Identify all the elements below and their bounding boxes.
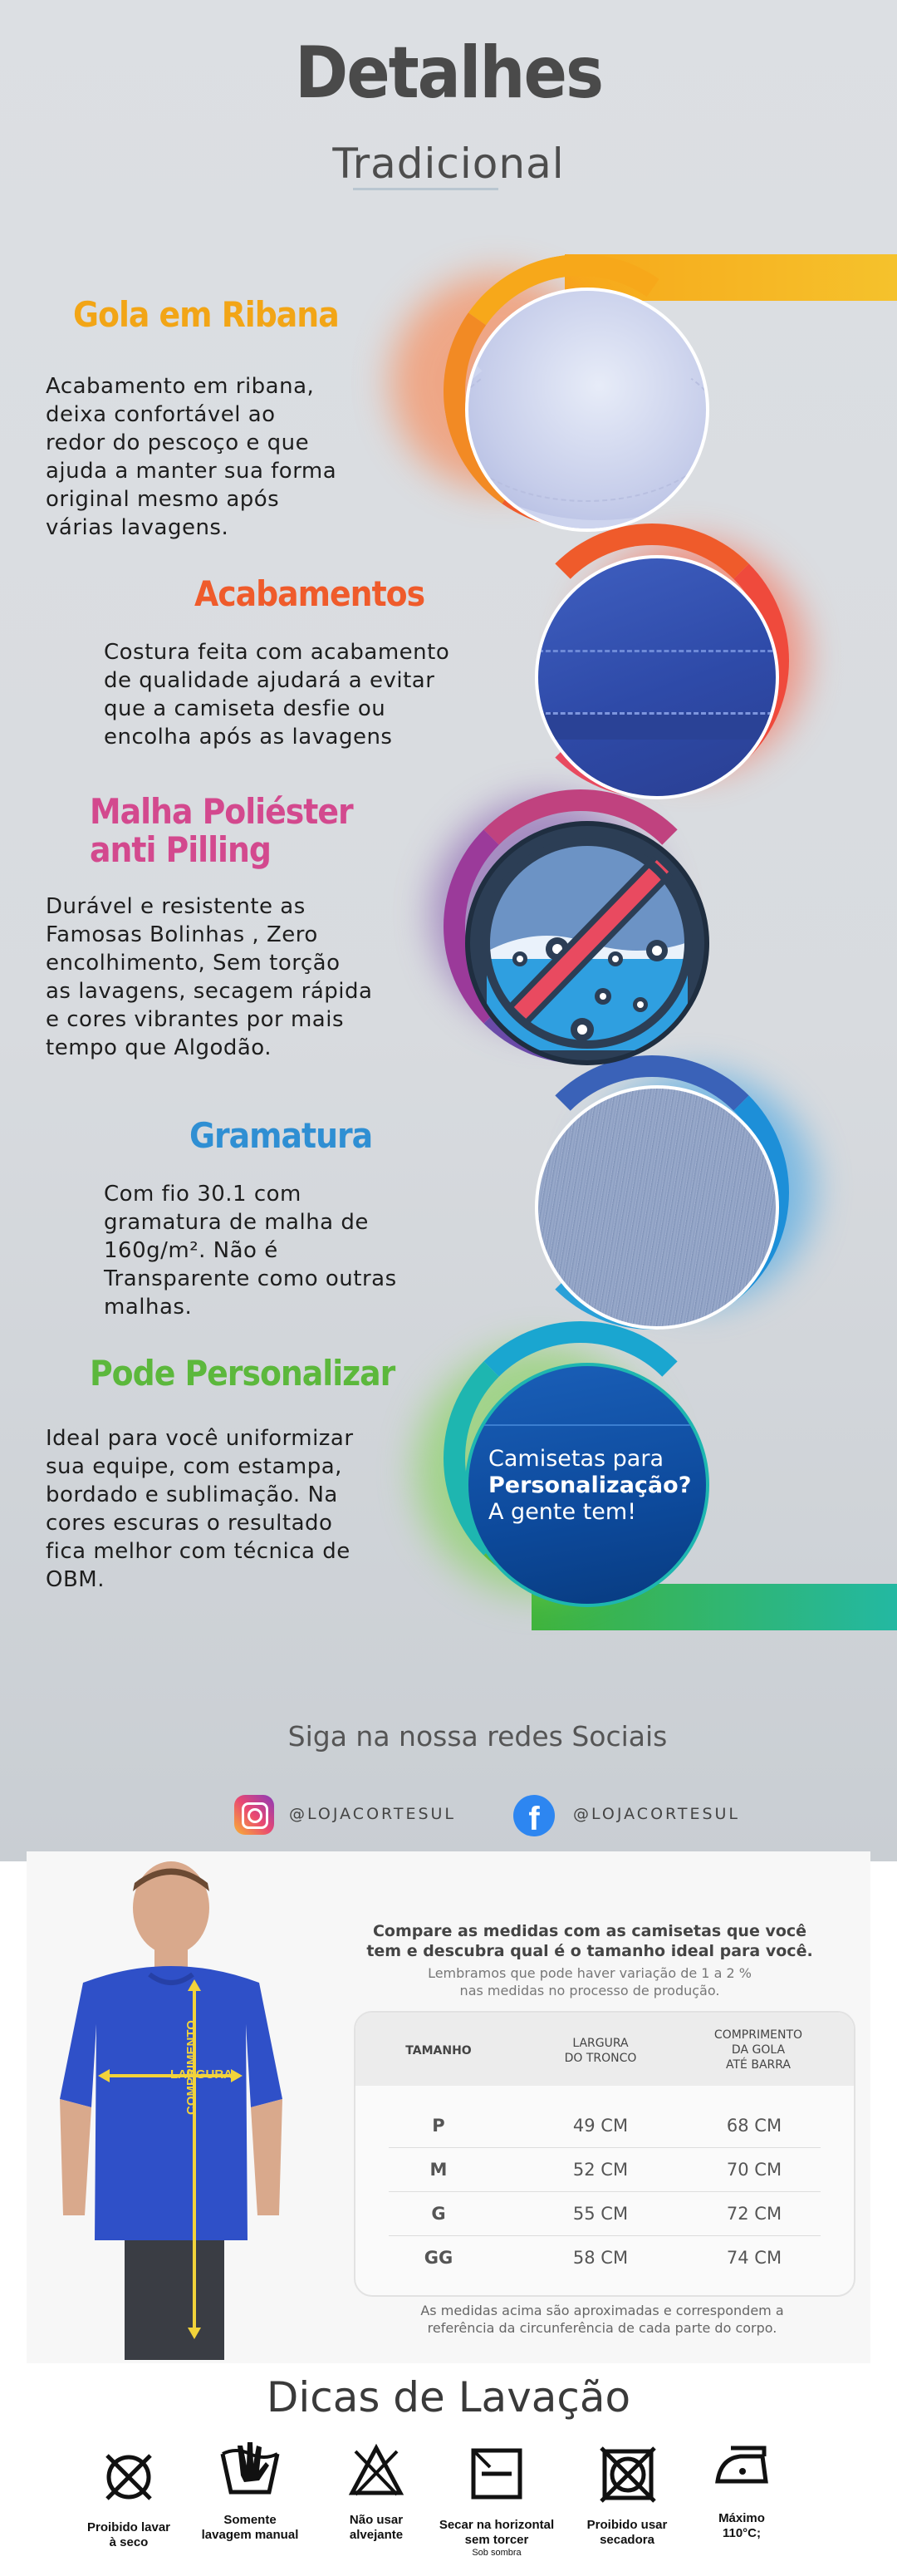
size-footer-note: As medidas acima são aproximadas e correspondem a referência da circunferência de cada parte do corpo. xyxy=(420,2303,784,2336)
washing-title: Dicas de Lavação xyxy=(266,2373,631,2421)
collar-photo xyxy=(465,288,709,532)
facebook-handle[interactable]: @LOJACORTESUL xyxy=(573,1805,741,1823)
section-title-personalize: Pode Personalizar xyxy=(90,1353,395,1394)
table-row: P 49 CM 68 CM xyxy=(389,2104,821,2148)
no-bleach-icon xyxy=(347,2443,405,2500)
table-row: M 52 CM 70 CM xyxy=(389,2148,821,2192)
fabric-photo xyxy=(535,1085,779,1330)
wash-label-4: Secar na horizontal sem torcer Sob sombra xyxy=(439,2518,555,2558)
section-text-anti-pilling: Durável e resistente as Famosas Bolinhas , Zero encolhimento, Sem torção as lavagens, secagem rápida e cores vibrantes por mais tempo que Algodão. xyxy=(46,894,373,1060)
width-label: LARGURA xyxy=(170,2067,233,2082)
anti-pilling-icon xyxy=(465,821,709,1065)
promo-line-3: A gente tem! xyxy=(488,1499,637,1525)
instagram-handle[interactable]: @LOJACORTESUL xyxy=(289,1805,457,1823)
length-header: COMPRIMENTO DA GOLA ATÉ BARRA xyxy=(713,2028,803,2072)
section-text-gramatura: Com fio 30.1 com gramatura de malha de 160g/m². Não é Transparente como outras malhas. xyxy=(104,1182,397,1320)
page-subtitle: Tradicional xyxy=(332,140,565,188)
section-title-anti-pilling: Malha Poliéster anti Pilling xyxy=(90,791,353,870)
seam-photo xyxy=(535,555,779,799)
no-tumble-dry-icon xyxy=(598,2445,658,2505)
promo-circle xyxy=(465,1363,709,1607)
wash-label-6: Máximo 110°C; xyxy=(718,2511,765,2540)
size-intro: Compare as medidas com as camisetas que você tem e descubra qual é o tamanho ideal para você. xyxy=(366,1922,813,1960)
size-table-card xyxy=(354,2011,855,2297)
section-title-finishing: Acabamentos xyxy=(194,573,425,614)
table-row: GG 58 CM 74 CM xyxy=(424,2248,782,2268)
wash-label-5: Proibido usar secadora xyxy=(586,2518,668,2547)
section-text-personalize: Ideal para você uniformizar sua equipe, com estampa, bordado e sublimação. Na cores escuras o resultado fica melhor com técnica de OBM. xyxy=(46,1426,354,1592)
social-heading: Siga na nossa redes Sociais xyxy=(287,1720,668,1753)
size-rows xyxy=(389,2104,821,2279)
wash-label-1: Proibido lavar à seco xyxy=(86,2520,171,2549)
section-text-finishing: Costura feita com acabamento de qualidade ajudará a evitar que a camiseta desfie ou encolha após as lavagens xyxy=(104,640,450,750)
section-title-collar: Gola em Ribana xyxy=(73,294,339,335)
facebook-icon[interactable]: f xyxy=(513,1795,555,1836)
table-row: G 55 CM 72 CM xyxy=(389,2192,821,2236)
iron-icon xyxy=(713,2441,772,2488)
flat-dry-icon xyxy=(470,2447,523,2500)
wash-label-3: Não usar alvejante xyxy=(349,2513,404,2542)
size-note: Lembramos que pode haver variação de 1 a 2 % nas medidas no processo de produção. xyxy=(428,1965,752,1998)
length-label: COMPRIMENTO xyxy=(184,2020,199,2115)
hand-wash-icon xyxy=(219,2439,281,2497)
section-text-collar: Acabamento em ribana, deixa confortável ao redor do pescoço e que ajuda a manter sua forma original mesmo após várias lavagens. xyxy=(46,374,337,540)
no-dry-clean-icon xyxy=(99,2447,159,2507)
wash-label-2: Somente lavagem manual xyxy=(201,2513,299,2542)
model-illustration xyxy=(33,1858,307,2360)
promo-line-2: Personalização? xyxy=(488,1472,692,1498)
instagram-icon[interactable] xyxy=(234,1795,274,1835)
subtitle-underline xyxy=(353,188,498,190)
size-header: TAMANHO xyxy=(405,2044,472,2057)
section-title-gramatura: Gramatura xyxy=(189,1115,373,1156)
width-header: LARGURA DO TRONCO xyxy=(564,2037,637,2065)
page-title: Detalhes xyxy=(294,32,603,115)
promo-line-1: Camisetas para xyxy=(488,1446,664,1472)
